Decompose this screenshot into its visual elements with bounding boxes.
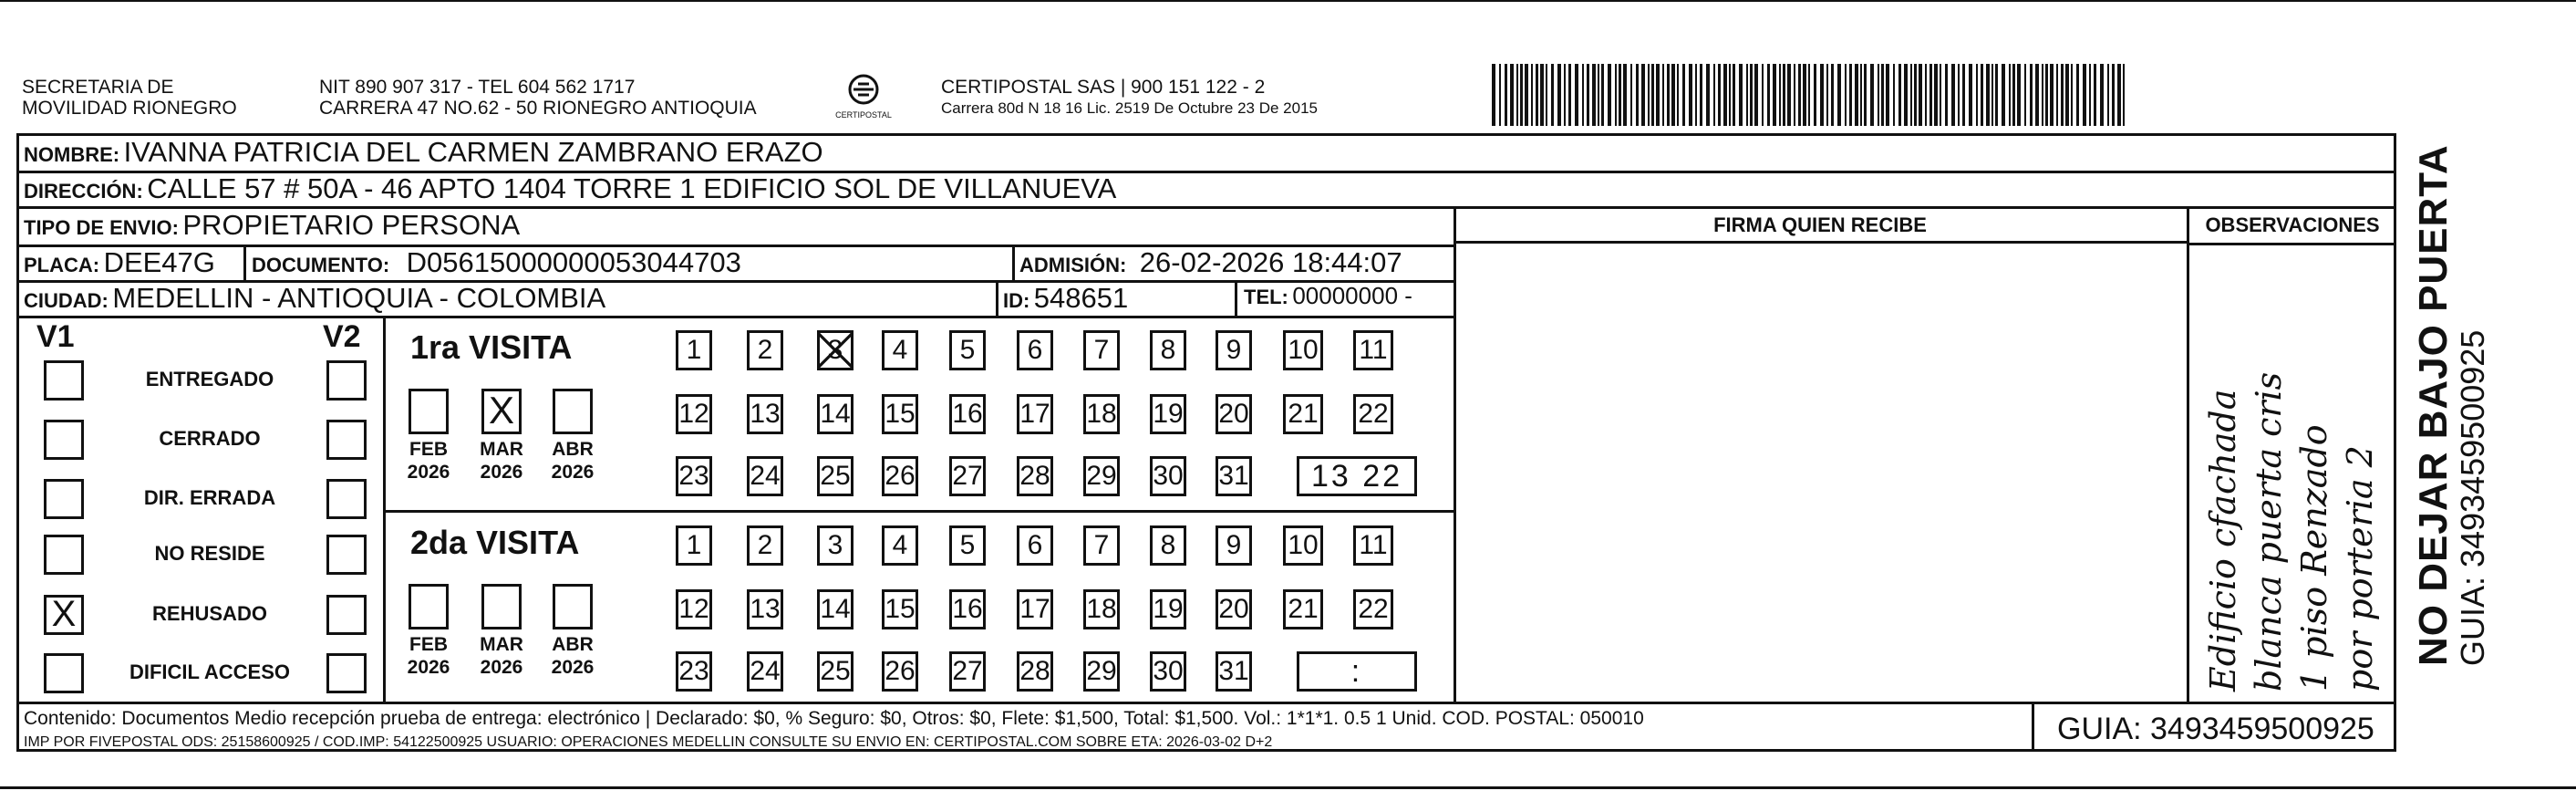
day-box[interactable]: 22 [1353, 589, 1393, 629]
tel-field [1244, 284, 1412, 307]
day-box[interactable]: 3 [817, 330, 853, 370]
day-box[interactable]: 11 [1353, 330, 1393, 370]
month-name: ABR [552, 439, 594, 460]
day-box[interactable]: 1 [676, 330, 712, 370]
month-name: MAR [480, 439, 523, 460]
month-name: ABR [552, 634, 594, 655]
signature-area[interactable] [1456, 244, 2187, 702]
day-box[interactable]: 19 [1150, 589, 1186, 629]
day-box[interactable]: 6 [1017, 330, 1053, 370]
day-box[interactable]: 24 [747, 651, 783, 692]
v1-checkbox[interactable] [44, 420, 84, 460]
month-label [463, 438, 540, 484]
day-box[interactable]: 16 [949, 589, 986, 629]
no-dejar-warning: NO DEJAR BAJO PUERTA [2411, 144, 2456, 666]
day-box[interactable]: 7 [1083, 525, 1120, 566]
rule [2032, 702, 2034, 752]
documento-value: D05615000000053044703 [406, 246, 741, 278]
day-box[interactable]: 12 [676, 589, 712, 629]
day-box[interactable]: 28 [1017, 651, 1053, 692]
month-year: 2026 [551, 657, 595, 678]
day-box[interactable]: 17 [1017, 394, 1053, 434]
rule [2187, 206, 2189, 702]
status-label: ENTREGADO [145, 368, 274, 390]
month-year: 2026 [480, 462, 523, 483]
placa-label: PLACA: [24, 254, 100, 276]
observacion-line: blanca puerta cris [2249, 371, 2289, 692]
direccion-label: DIRECCIÓN: [24, 180, 143, 203]
v1-checkbox[interactable] [44, 479, 84, 519]
rule [243, 244, 246, 280]
day-box[interactable]: 16 [949, 394, 986, 434]
v1-checkbox[interactable] [44, 653, 84, 693]
day-box[interactable]: 14 [817, 394, 853, 434]
rule [383, 510, 1454, 513]
org-address: CARRERA 47 NO.62 - 50 RIONEGRO ANTIOQUIA [319, 98, 757, 119]
v2-checkbox[interactable] [326, 535, 367, 575]
day-box[interactable]: 29 [1083, 456, 1120, 496]
time-field[interactable]: 13 22 [1297, 456, 1417, 496]
nombre-label: NOMBRE: [24, 143, 120, 166]
scan-top-border [0, 0, 2576, 2]
day-box[interactable]: 3 [817, 525, 853, 566]
day-box[interactable]: 21 [1283, 589, 1323, 629]
day-box[interactable]: 18 [1083, 589, 1120, 629]
day-box[interactable]: 1 [676, 525, 712, 566]
month-label [534, 633, 611, 679]
month-label [534, 438, 611, 484]
ciudad-value: MEDELLIN - ANTIOQUIA - COLOMBIA [112, 282, 606, 314]
admision-label: ADMISIÓN: [1019, 254, 1127, 276]
company-address: Carrera 80d N 18 16 Lic. 2519 De Octubre 23 De 2015 [941, 99, 1318, 117]
v1-checkbox[interactable] [44, 360, 84, 400]
day-box[interactable]: 26 [882, 456, 918, 496]
observaciones-header: OBSERVACIONES [2205, 213, 2380, 236]
placa-value: DEE47G [103, 246, 215, 278]
month-name: FEB [409, 634, 448, 655]
documento-label: DOCUMENTO: [252, 254, 390, 276]
v2-checkbox[interactable] [326, 420, 367, 460]
tipo-label: TIPO DE ENVIO: [24, 216, 179, 239]
rule [383, 316, 386, 702]
day-box[interactable]: 27 [949, 651, 986, 692]
tel-value: 00000000 - [1292, 282, 1412, 309]
visit-title: 1ra VISITA [410, 328, 573, 366]
month-year: 2026 [407, 657, 450, 678]
day-box[interactable]: 14 [817, 589, 853, 629]
month-year: 2026 [551, 462, 595, 483]
day-box[interactable]: 13 [747, 589, 783, 629]
status-label: REHUSADO [152, 602, 267, 625]
day-box[interactable]: 18 [1083, 394, 1120, 434]
observacion-line: 1 piso Renzado [2294, 424, 2334, 692]
observaciones-handwriting [2193, 246, 2394, 699]
rule [996, 280, 998, 316]
footer-guia: GUIA: 3493459500925 [2057, 712, 2374, 746]
day-box[interactable]: 8 [1150, 330, 1186, 370]
certipostal-logo [832, 73, 895, 122]
nit-tel: NIT 890 907 317 - TEL 604 562 1717 [319, 77, 636, 98]
rule [16, 702, 2396, 704]
month-label [390, 633, 467, 679]
day-box[interactable]: 12 [676, 394, 712, 434]
rule [1235, 280, 1237, 316]
side-guia: GUIA: 3493459500925 [2454, 329, 2491, 666]
day-box[interactable]: 22 [1353, 394, 1393, 434]
org-line-1: SECRETARIA DE [22, 77, 174, 98]
day-box[interactable]: 23 [676, 651, 712, 692]
day-box[interactable]: 8 [1150, 525, 1186, 566]
day-box[interactable]: 6 [1017, 525, 1053, 566]
day-box[interactable]: 29 [1083, 651, 1120, 692]
status-label: DIFICIL ACCESO [129, 661, 290, 683]
observacion-line: Edificio cfachada [2203, 389, 2243, 692]
day-box[interactable]: 31 [1216, 651, 1252, 692]
tel-label: TEL: [1244, 286, 1288, 308]
day-box[interactable]: 15 [882, 589, 918, 629]
day-box[interactable]: 25 [817, 651, 853, 692]
day-box[interactable]: 25 [817, 456, 853, 496]
month-checkbox[interactable] [553, 389, 593, 434]
day-box[interactable]: 4 [882, 330, 918, 370]
day-box[interactable]: 9 [1216, 525, 1252, 566]
month-checkbox[interactable] [553, 584, 593, 629]
day-box[interactable]: 4 [882, 525, 918, 566]
day-box[interactable]: 19 [1150, 394, 1186, 434]
firma-header: FIRMA QUIEN RECIBE [1713, 213, 1927, 236]
company-name: CERTIPOSTAL SAS | 900 151 122 - 2 [941, 77, 1266, 98]
visit-title: 2da VISITA [410, 524, 580, 561]
month-checkbox[interactable]: X [481, 389, 522, 434]
v2-checkbox[interactable] [326, 360, 367, 400]
rule [16, 316, 1454, 318]
company-info [941, 77, 1318, 119]
day-box[interactable]: 2 [747, 330, 783, 370]
month-checkbox[interactable] [409, 389, 449, 434]
day-box[interactable]: 31 [1216, 456, 1252, 496]
direccion-row [24, 174, 1116, 203]
status-label: NO RESIDE [154, 542, 265, 565]
month-label [390, 438, 467, 484]
day-box[interactable]: 17 [1017, 589, 1053, 629]
v2-checkbox[interactable] [326, 653, 367, 693]
month-year: 2026 [407, 462, 450, 483]
day-box[interactable]: 28 [1017, 456, 1053, 496]
admision-value: 26-02-2026 18:44:07 [1139, 246, 1402, 278]
logo-text: CERTIPOSTAL [835, 110, 892, 120]
tipo-value: PROPIETARIO PERSONA [182, 209, 521, 241]
day-box[interactable]: 20 [1216, 394, 1252, 434]
day-box[interactable]: 21 [1283, 394, 1323, 434]
day-box[interactable]: 15 [882, 394, 918, 434]
day-box[interactable]: 13 [747, 394, 783, 434]
day-box[interactable]: 5 [949, 525, 986, 566]
scan-bottom-border [0, 786, 2576, 789]
time-field[interactable]: : [1297, 651, 1417, 692]
nombre-row [24, 138, 823, 166]
v1-checkbox[interactable]: X [44, 595, 84, 635]
month-checkbox[interactable] [409, 584, 449, 629]
org-line-2: MOVILIDAD RIONEGRO [22, 98, 237, 119]
side-text [2407, 144, 2571, 675]
day-box[interactable]: 30 [1150, 651, 1186, 692]
month-checkbox[interactable] [481, 584, 522, 629]
placa-field [24, 248, 215, 276]
month-year: 2026 [480, 657, 523, 678]
day-box[interactable]: 10 [1283, 330, 1323, 370]
direccion-value: CALLE 57 # 50A - 46 APTO 1404 TORRE 1 EDIFICIO SOL DE VILLANUEVA [147, 172, 1117, 204]
day-box[interactable]: 24 [747, 456, 783, 496]
month-name: MAR [480, 634, 523, 655]
day-box[interactable]: 9 [1216, 330, 1252, 370]
id-field [1003, 284, 1128, 312]
id-value: 548651 [1033, 282, 1129, 314]
ciudad-field [24, 284, 605, 312]
v2-checkbox[interactable] [326, 595, 367, 635]
observacion-line: por porteria 2 [2340, 445, 2380, 692]
v2-label: V2 [323, 319, 361, 354]
day-box[interactable]: 10 [1283, 525, 1323, 566]
documento-field [252, 248, 741, 276]
footer-imp-line: IMP POR FIVEPOSTAL ODS: 25158600925 / COD.IMP: 54122500925 USUARIO: OPERACIONES MEDELLIN CONSULTE SU ENVIO EN: CERTIPOSTAL.COM SOBRE ETA: 2026-03-02 D+2 [24, 734, 1273, 750]
org-name [22, 77, 237, 119]
v1-checkbox[interactable] [44, 535, 84, 575]
day-box[interactable]: 30 [1150, 456, 1186, 496]
v2-checkbox[interactable] [326, 479, 367, 519]
month-name: FEB [409, 439, 448, 460]
rule [1012, 244, 1015, 280]
org-contact [319, 77, 757, 119]
day-box[interactable]: 26 [882, 651, 918, 692]
day-box[interactable]: 11 [1353, 525, 1393, 566]
day-box[interactable]: 2 [747, 525, 783, 566]
admision-field [1019, 248, 1402, 276]
footer-content-line: Contenido: Documentos Medio recepción prueba de entrega: electrónico | Declarado: $0, % Seguro: $0, Otros: $0, Flete: $1,500, Total: $1,500. Vol.: 1*1*1. 0.5 1 Unid. COD. POSTAL: 050010 [24, 708, 1644, 729]
v1-label: V1 [36, 319, 75, 354]
day-box[interactable]: 7 [1083, 330, 1120, 370]
status-label: DIR. ERRADA [143, 486, 276, 509]
tipo-row [24, 211, 520, 239]
rule [2187, 243, 2396, 245]
day-box[interactable]: 5 [949, 330, 986, 370]
nombre-value: IVANNA PATRICIA DEL CARMEN ZAMBRANO ERAZO [123, 136, 823, 168]
day-box[interactable]: 27 [949, 456, 986, 496]
id-label: ID: [1003, 289, 1030, 312]
ciudad-label: CIUDAD: [24, 289, 109, 312]
status-label: CERRADO [159, 427, 261, 450]
barcode [1492, 64, 2130, 126]
day-box[interactable]: 23 [676, 456, 712, 496]
month-label [463, 633, 540, 679]
day-box[interactable]: 20 [1216, 589, 1252, 629]
